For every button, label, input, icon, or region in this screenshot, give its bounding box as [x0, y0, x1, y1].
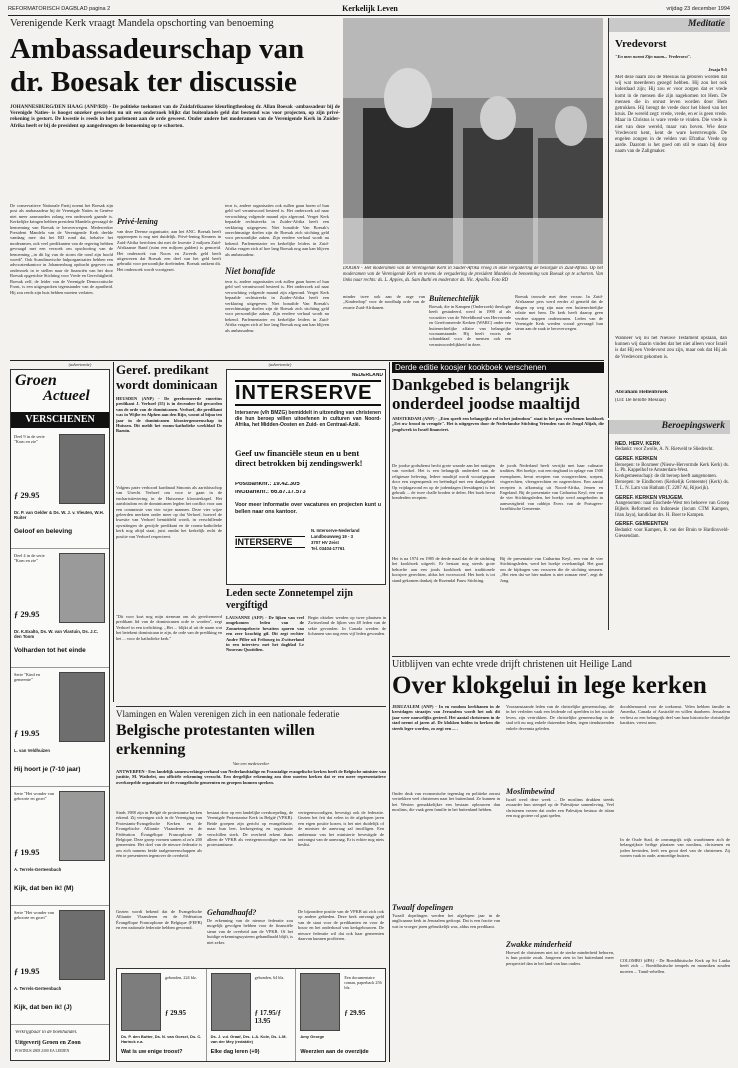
lead-col4: minder twee ook aan de orge van ,,Kinderdorp'' voor de noodhulp orde van de zwarte Zuid-Afrikanen.: [343, 294, 425, 310]
book-cover-icon: [59, 910, 105, 980]
meditatie-ref: Jesaja 9:5: [708, 67, 727, 72]
bottom-ad-format: gebonden, 64 blz.: [254, 975, 285, 980]
beroepingswerk-tab: Beroepingswerk: [609, 420, 730, 434]
groen-book-title: Kijk, dat ben ik! (M): [14, 885, 74, 892]
joods-col1b: Het is na 1974 en 1985 de derde maal dat de de stichting het kookboek uitgeeft. Er bestaat nog steeds grote behoefte aan een joods kookboek met traditionele koosjere gerechten, aldus het voorwoord. Het boek is tot stand gekomen dankzij de Rozendal Pauw Stichting.: [392, 556, 495, 583]
interserve-giro: Postbanknr.: 19.42.305: [235, 482, 300, 487]
lead-intro: JOHANNESBURG/DEN HAAG (ANP/RD) - De politieke toekomst van de Zuidafrikaanse kleurlingtheoloog dr. Allan Boesak -ambassadeur bij de Verenigde Naties- is hoogst onzeker geworden nu uit een onderzoek blijkt dat buitenlands geld dat bestemd was voor projecten, op zijn privé-rekening is gestort. De kwestie is reeds in het parlement aan de orde geweest. Onder andere het moderamen van de Verenigende Kerk in Zuider-Afrika heeft er bij de president op aangedrongen de benoeming op te schorten.: [10, 104, 340, 129]
interserve-addr1: N. Interserve-Nederland: [311, 528, 360, 533]
bottom-ad-authors: Amy George: [300, 1034, 325, 1039]
beroepingswerk-item: Beroepen: te Boxmeer (Nieuw-Hervormde Kerk Kerk) ds. L. Ph. Kappelhof te Amsterdam-West.: [615, 462, 729, 474]
joods-intro: AMSTERDAM (ANP) - ,,Eten speelt een belangrijke rol in het jodendom'' staat in het pas verschenen kookboek ,,Eet uw brood in vreugde''. Het is uitgegeven door de Nederlandse Stichting Vrienden van de Jeugd Alijah, die jeugdwerk in Israël financiert.: [392, 416, 604, 432]
lead-col2-sub: Privé-lening: [117, 217, 158, 226]
meditatie-sign: Abraham Hellenbroek: [615, 390, 668, 395]
beroepingswerk-group-title: GEREF. KERKEN: [615, 456, 658, 463]
lead-col4b-wrap: [429, 294, 511, 358]
groen-book-authors: Dr. P. van Gelder & Ds. W. J. v. Vleuten, W.H. Ruiter: [14, 510, 104, 520]
groen-book-authors: Dr. K.Exalto, Ds. W. van Vlastuin, Ds. J.C. den Toom: [14, 629, 99, 639]
bottom-ad-authors: Ds. J. v.d. Graaf, Drs. L.A. Kole, Ds. L.M. van der Mey (redaktie): [210, 1034, 287, 1044]
col-rule-1: [113, 362, 114, 702]
interserve-info: Voor meer informatie over vacatures en projecten kunt u bellen naar ons kantoor.: [235, 502, 381, 515]
groen-book-price: ƒ 29.95: [14, 609, 40, 619]
lead-col3-wrap: [225, 203, 329, 358]
jeruzalem-col1-sub: Twaalf dopelingen: [392, 903, 454, 912]
joods-kicker: Derde editie koosjer kookboek verschenen: [392, 362, 604, 373]
lead-col2-wrap: [117, 203, 221, 358]
joods-article: [392, 362, 604, 652]
groen-book-price: ƒ 29.95: [14, 490, 40, 500]
bottom-ad-authors: Ds. P. den Butter, Ds. N. van Gorsel, Ds. C. Harinck e.a.: [121, 1034, 202, 1044]
vlamingen-intro: ANTWERPEN - Een landelijk samenwerkingsverband van Nederlandstalige en Franstalige evangelische kerken heeft de Belgische minister van justitie, M. Wathelet, om officiële erkenning verzocht. Een dergelijke erkenning zou deze moeten kerken dat er een meer representatieve overkoepelde organisatie tot de evangelische gemeenten en groepen kunnen spreken.: [116, 769, 386, 785]
lead-photo: [343, 18, 603, 264]
book-cover-icon: [59, 672, 105, 742]
jeruzalem-col2-sub: Moslimbewind: [506, 787, 555, 796]
beroepingswerk-list: [615, 438, 729, 628]
groen-ad-tag: (advertentie): [68, 362, 92, 367]
groen-bottom: Verkrijgbaar in de boekhandel.: [15, 1030, 78, 1035]
groen-book-price: ƒ 19.95: [14, 966, 40, 976]
groen-book-price: ƒ 19.95: [14, 728, 40, 738]
interserve-addr4: Tel. 03404-17761: [311, 546, 345, 551]
interserve-addr2: Landbouwweg 19 - 3: [311, 534, 354, 539]
lead-kicker: Verenigende Kerk vraagt Mandela opschorting van benoeming: [10, 18, 274, 29]
lead-col3: tecn is, andere organisaties ook zullen gaan horen of hun geld wel verantwoord besteed is. Het onderzoek zal naar verwachting volgende maand zijn afgerond. Verget Kerk bepaalde rechtstreeks in Zuider-Afrika heeft een verklaring uitgegeven. Niet bonafide Van Boesak's onrechtmatige doelen zijn de Boesak zich stichting geld voor persoonlijke zaken. Zijn eerdere verhaal wordt nu bekend. Parlementarier en kerkelijke leiders in Zuid-Afrika vragen zich af hoe lang Boesak nog aan kan blijven als ambassadeur.: [225, 203, 329, 257]
interserve-logo: INTERSERVE: [235, 380, 381, 406]
groen-book[interactable]: [11, 430, 109, 549]
masthead-rule: [8, 15, 730, 16]
book-cover-icon: [59, 553, 105, 623]
joods-col2: de joods Nederland heeft verrijkt met haar culinaire tradities. Het boekje, wat een ringband in oplage van 1500 exemplaren, bevat recepten van voorgerechten, soepen, visgerechten, vleesgerechten en nagerechten. Een aantal recepten is afkomstig uit Noord-Afrika, Jemen en Engeland. Bij de presentatie van Catharina Keyl, een van de vier Stichtingsleden, het boekje werd aangeboden in aanwezigheid van rabbijn Evers van de Portugees-Israëlitische Gemeente.: [500, 463, 603, 512]
bottom-ad-book[interactable]: [207, 969, 297, 1061]
groen-book-series: Deel 9 in de serie "Kom en zie": [14, 434, 45, 445]
vlamingen-col2b: De erkenning van de nieuwe federatie zou mogelijk gevolgen hebben voor de financiële steun van de overheid aan de VPKB. Of het huidige erkenningssysteem gehandhaafd blijft, is niet zeker.: [207, 918, 293, 945]
book-cover-icon: [121, 973, 161, 1031]
interserve-ing: INGbanknr.: 66.87.17.573: [235, 490, 306, 495]
groen-logo: Groen Actueel: [15, 372, 90, 404]
bottom-ad-book[interactable]: [117, 969, 207, 1061]
bottom-ad-title: Wat is uw enige troost?: [121, 1049, 183, 1055]
jeruzalem-article: [392, 656, 730, 1062]
bottom-ad-price: ƒ 29.95: [165, 1009, 186, 1017]
lead-col3b: tecn is, andere organisaties ook zullen gaan horen of hun geld wel verantwoord besteed is. Het onderzoek zal naar verwachting volgende maand zijn afgerond. Verget Kerk bepaalde rechtstreeks in Zuider-Afrika heeft een verklaring uitgegeven. Niet bonafide Van Boesak's onrechtmatige doelen zijn de Boesak zich stichting geld voor persoonlijke zaken. Zijn eerdere verhaal wordt nu bekend. Parlementarier en kerkelijke leiders in Zuid-Afrika vragen zich af hoe lang Boesak nog aan kan blijven als ambassadeur.: [225, 279, 329, 333]
groen-banner: VERSCHENEN: [11, 412, 109, 428]
zonnetempel-body: LAUSANNE (AFP) - De lijken van veel omgekomen leden van de Zonnetempelsecte bevatten sporen van een zeer krachtig gif. Dit zegt rechter Andre Piller uit Fribourg in Zwitserland in een interview met het dagblad Le Nouveau Quotidien.: [226, 615, 304, 653]
beroepingswerk-item: Kerkgemeenschap): de dit beroep heeft aangenomen.: [615, 474, 718, 480]
meeting-photo-icon: [343, 18, 603, 264]
zonnetempel-article: [226, 588, 386, 700]
groen-book-price: ƒ 19.95: [14, 847, 40, 857]
bottom-ad-format: Een documentaire roman, paperback 256 blz.: [344, 975, 382, 990]
jeruzalem-headline: Over klokgelui in lege kerken: [392, 672, 707, 699]
meditatie-tab: Meditatie: [609, 18, 730, 32]
masthead-right: vrijdag 23 december 1994: [666, 6, 730, 12]
groen-book-series: Serie "Het wonder van geboorte en groei": [14, 910, 54, 921]
lead-col4-sub: Buitenechtelijk: [429, 294, 480, 303]
book-cover-icon: [211, 973, 251, 1031]
joods-headline: Dankgebed is belangrijk onderdeel joodse maaltijd: [392, 375, 580, 413]
groen-book[interactable]: [11, 787, 109, 906]
interserve-text: Interserve (v/h BMZG) bemiddelt in uitzending van christenen die hun beroep willen uitoefenen in culturen van Noord-Afrika, het Midden-Oosten en Zuid- en Centraal-Azië.: [235, 410, 381, 428]
bottom-ads: [116, 968, 386, 1062]
predikant-intro: HEUSDEN (ANP) - De gereformeerde emeritus predikant J. Verhoef (55) is in december lid geworden van de orde van de dominicanen. Verhoef, die predikant was in Wijhe en Alphen aan den Rijn, woont al bijna ten jaar in de dominicanen kloostergemeenschap in Huissen. Dit meldt het rooms-katholieke weekblad De Bazuin.: [116, 396, 222, 434]
vlamingen-col2: bestaat door op een landelijke overkoepeling, de Verenigde Protestantse Kerk in België (VPKB). Beide groepen zijn gericht op evangelisatie, maar hun leer, kerkregering en organisatie verschillen sterk. De overheid erkent thans alleen de VPKB als vertegenwoordiger van het protestantisme.: [207, 810, 293, 848]
vlamingen-col1: Sinds 1988 zijn in België de protestantse kerken erkend. Zij verenigen zich in de Vereniging van Protestants-Evangelische Kerken en de Evangelische Alliantie Vlaanderen en de Fédération Évangélique Francophone de Belgique. Deze groep vormen samen al zo'n 200 gemeenten. Het doel van de nieuwe federatie is om zich namens beide taalgemeenschappen als één te presenteren tegenover de overheid.: [116, 810, 202, 859]
book-cover-icon: [59, 791, 105, 861]
groen-book[interactable]: [11, 668, 109, 787]
section-rule: [10, 360, 604, 361]
beroepingswerk-group-title: NED. HERV. KERK: [615, 441, 661, 447]
bottom-ad-price: ƒ 29.95: [344, 1009, 366, 1017]
beroepingswerk-box: [608, 420, 730, 630]
jeruzalem-col2c: Hoewel de christenen niet tot de sterke minderheid behoren, is hun positie zwak. Jongeren zien in het buitenland meer perspectief dan in het land van hun ouders.: [506, 950, 614, 966]
predikant-kicker2: wordt dominicaan: [116, 377, 218, 392]
groen-book-title: Hij hoort je (7-10 jaar): [14, 766, 81, 773]
vlamingen-kicker: Vlamingen en Walen verenigen zich in een nationale federatie: [116, 706, 386, 720]
groen-book[interactable]: [11, 549, 109, 668]
predikant-body: Volgens pater verhoord kardinaal Simonis als aartsbisschop van Utrecht Verhoef om voor te gaan in de eucharistieviering in de Huissense kloosterkapel. Het aartsbisdom en de dominicanen legden het conflict voor aan een commissie van vier wijze mannen. Deze vier wijze geleerden merkten onder meer op dat Verhoef, hoewel de kwestie van Verhoef bemiddeld wordt, in verschillende opvattingen de gewijde predikant en de rooms-katholieke kerk nog altijd staat, juist omdat het kerkelijk recht de positie van Verhoef respecteert.: [116, 485, 222, 539]
interserve-addr3: 3707 HV Zeist: [311, 540, 339, 545]
interserve-ad: [226, 369, 386, 585]
beroepingswerk-group-title: GEREF. KERKEN VRIJGEM.: [615, 494, 684, 501]
jeruzalem-col3: doodsbenauwd voor de toekomst. Velen hebben familie in Amerika, Canada of Australië en willen daarheen. Jeruzalem verliest zo een belangrijk deel van haar historische christelijke karakter, vreest men.: [620, 704, 730, 726]
jeruzalem-col2b: Israël werd deze week ... De moslims drukken steeds zwaarder hun stempel op de Palestijnse samenleving. Veel christenen vrezen dat onder een Palestijns bestuur de islam een nog grotere rol gaat spelen.: [506, 797, 614, 819]
lead-col3-sub: Niet bonafide: [225, 266, 276, 276]
beroepingswerk-item: Beroepen: te Eindhoven (Kerkelijk Gemeente) (Kerk) ds. T. L. N. Lam van Hatham (T. 2287 Al, Rijswijk).: [615, 480, 729, 491]
lead-photo-caption: DOORN - Het moderamen van de Verenigende Kerk in Suider-Afrika vroeg in onze vergadering de bezorgde in Zuid-Afrika. Op het moderamen van de Verenigende Kerk en tevens de vergadering de president Mandela de benoeming van Boesak op te schorten. Van links naar rechts: ds. L. Appies, ds. Sam Buthi en moderator ds. Nic. Apollis. Foto RD: [343, 266, 603, 283]
lead-headline: Ambassadeurschap van dr. Boesak ter discussie: [10, 33, 305, 98]
predikant-quote: "Dit voor kort nog mijn stemvan om als gereformeerd predikant lid van de dominicanen orde te worden", zegt Verhoef in een toelichting. ,,Het ... blijkt al uit de naam wat het betekent dominicaan te zijn, de orde van de prediking en het ... voor de katholieke kerk.": [116, 614, 222, 641]
vlamingen-byline: Van een medewerker: [232, 761, 270, 766]
groen-book-series: Serie "Het wonder van geboorte en groei": [14, 791, 54, 802]
vlamingen-col1b: Gezien wordt bekend dat de Evangelische Alliantie Vlaanderen en de Fédération Évangélique Francophone de Belgique (FEFB) en een nationale federatie hebben gevormd.: [116, 909, 202, 931]
interserve-corner: NEDERLAND: [351, 373, 383, 378]
bottom-ad-title: Weerzien aan de overzijde: [300, 1049, 369, 1055]
jeruzalem-intro: JERUZALEM (ANP) - In en rondom kerkhanen in de kerstdagen straatjes van Jeruzalem wordt het ook dit jaar weer nauwelijks gevierd. Het aantal christenen in de stad neemt al jaren af. De klokken luiden in kerken die steeds leger worden, zo zegt een ... .: [392, 704, 500, 731]
vlamingen-col3b: De bijzondere positie van de VPKB uit zich ook op andere gebieden. Deze kerk ontvangt geld van de staat voor de predikanten en voor de bouw en het onderhoud van kerkgebouwen. De nieuwe federatie wil dat ook haar gemeenten daarvan kunnen profiteren.: [298, 909, 384, 942]
jeruzalem-col3b: In de Oude Stad, de omvangrijk wijk waarbinnen zich de belangrijkste heilige plaatsen van moslims, christenen en joden bevinden, leeft een groot deel van de christenen. Zij wonen vaak in oude, armoedige huizen.: [620, 837, 730, 859]
groen-book-title: Kijk, dat ben ik! (J): [14, 1004, 72, 1011]
groen-book-authors: A. Terrels-Gerteenbach: [14, 867, 62, 872]
groen-book-series: Deel 4 in de serie "Kom en zie": [14, 553, 45, 564]
groen-book-authors: L. van Veldhuizen: [14, 748, 51, 753]
lead-col1: De conservatieve Nationale Partij noemt het Boesak zijn post als ambassadeur bij de Verenigde Naties in Genève niet meer aanvaarden zolang een onderzoek gaande is. Kerkelijke kringen hebben president Mandela gevraagd de benoeming van Boesak te heroverwegen. Medewerker President Mandela van de Verenigende Kerk deelde vandaag mee dat het RD rond dat, behalve het moderamen, ook veel predikanten van de regering hebben gevraagd met een verzoek om opschorting van de benoeming ,,in dit lig van de storm die rond zijn hoofd woedt''. Ook Scandinavische hulporganisaties hebben een advocatenkantoor in Johannesburg opdracht gegeven om onderzoek in te stellen naar de financiën van het door Boesak opgerichte Stichting voor Vrede en Gerechtigheid. Boesak zelf, de leider van de Verenigde Democratische Front, is een uitgesproken tegenstander van de apartheid. Hij zou reeds zijn huis hebben moeten verlaten.: [10, 203, 113, 295]
groen-book-authors: A. Terrels-Gerteenbach: [14, 986, 62, 991]
jeruzalem-colombo: COLOMBO (dPA) - De Boeddhistische Kerk op Sri Lanka heeft zich ... Boeddhistische tempels en monniken zouden moeten ... Tamil-rebellen.: [620, 958, 730, 974]
meditatie-sign2: (Uit: De belofte Messias): [615, 398, 666, 403]
beroepingswerk-item: Bedankt: voor Kampen, R. van der Bruin te Hardinxveld-Giessendam.: [615, 527, 729, 539]
beroepingswerk-item: Aangenomen: naar Enschede-West ten behoeve van Groep Bijbels Reformed en Indonesie (locum CTM Kampen, Irian Jaya), kandidaat drs. H. Boer te Kampen.: [615, 501, 729, 518]
bottom-ad-book[interactable]: [296, 969, 385, 1061]
bottom-ad-format: gebonden, 224 blz.: [165, 975, 197, 980]
masthead-center: Kerkelijk Leven: [342, 4, 398, 13]
bottom-ad-title: Elke dag leren (+9): [210, 1049, 260, 1055]
jeruzalem-col2: Vooraanstaande leden van de christelijke gemeenschap, die in het verleden vaak een leidende rol speelden in het sociale leven, zijn vertrokken. De christelijke gemeenschap in de stad telt nu nog enkele duizenden leden, tegen tienduizenden enkele decennia geleden.: [506, 704, 614, 731]
vlamingen-col2-sub: Gehandhaafd?: [207, 908, 257, 917]
jeruzalem-col1b: Onder druk van economische tegenslag en politieke onrust vertrekken veel christenen naar het buitenland. Ze kunnen in het Westen gemakkelijker een bestaan opbouwen dan moslims, die vaak geen familie in het buitenland hebben.: [392, 791, 500, 813]
beroepingswerk-group-title: GEREF. GEMEENTEN: [615, 521, 669, 528]
groen-publisher: Uitgeverij Groen en Zoon: [15, 1040, 81, 1046]
predikant-kicker: Geref. predikant: [116, 362, 209, 377]
jeruzalem-col1c: Twaalf dopelingen werden het afgelopen jaar in de anglicaanse kerk in Jeruzalem gedoopt. Dat is een fractie van wat in vroeger jaren gebruikelijk was, aldus een predikant.: [392, 913, 500, 929]
bottom-ad-price: ƒ 17.95/ƒ 13.95: [254, 1009, 282, 1025]
interserve-ad-tag: (advertentie): [268, 362, 292, 367]
book-cover-icon: [59, 434, 105, 504]
groen-book-title: Volharden tot het einde: [14, 647, 86, 654]
beroepingswerk-item: Bedankt: voor Zwolle, A. N. Rietveld te Sliedrecht.: [615, 447, 714, 453]
groen-book-title: Geloof en beleving: [14, 528, 73, 535]
zonnetempel-body2: Begin oktober werden op twee plaatsen in Zwitserland de lijken van 48 leden van de sekte gevonden. In Canada werden de lichamen van nog eens vijf leden gevonden.: [308, 615, 386, 637]
predikant-article: [116, 362, 222, 702]
lead-col4b: Boesak, die in Kampen (Onderzoek) theologie heeft gestudeerd, werd in 1990 al als voorzitter van de Wereldbond van Hervormde en Gereformeerde Kerken (WARC) onder een buitenechtelijke affaire van belangrijke vooraanstaande. Hij heeft voorts de schanddaad voor de mensen ook een verantwoordelijkheid in deze.: [429, 304, 511, 347]
meditatie-author-lead: Wanneer wij nu het Nieuwe Testament opslaan, dan kunnen wij daarin vinden dat het niet alleen voor Israël is dat Hij een Vredevorst zou zijn, maar ook dat Hij als de Vredevorst gekomen is.: [615, 336, 727, 360]
lead-col5: Boesak trouwde met deze vrouw. In Zuid-Afrikaanse pers werd eerder al gemeld dat de dingen op weg zijn naar een buitenechtelijke relatie met hem. De kerk heeft daarop geen verdere stappen ondernomen. Leden van de Verenigde Kerk werden vooral gevraagd hun steun aan de zaak te heroverwegen.: [515, 294, 603, 332]
groen-ad: [10, 369, 110, 1061]
meditatie-quote: "En men noemt Zijn naam... Vredevorst".: [615, 54, 692, 59]
vlamingen-headline: Belgische protestanten willen erkenning: [116, 722, 315, 758]
col-rule-2: [389, 362, 390, 1062]
interserve-cta: Geef uw financiële steun en u bent direct betrokken bij zendingswerk!: [235, 448, 363, 468]
groen-book-series: Serie "Kind en gemeente": [14, 672, 40, 683]
joods-col2b: Bij de presentatie van Catharina Keyl, een van de vier Stichtingsleden, werd het boekje overhandigd. Het gaat om de bijdragen van vrouwen die de stichting steunen. ,,Het eten dat we hier maken is niet zomaar eten'', zegt de Jong.: [500, 556, 603, 583]
jeruzalem-col2-sub2: Zwakke minderheid: [506, 940, 572, 949]
meditatie-title: Vredevorst: [615, 38, 667, 50]
groen-book[interactable]: [11, 906, 109, 1025]
masthead-left: REFORMATORISCH DAGBLAD pagina 2: [8, 6, 111, 12]
lead-col2: van deze Deense organisatie, aan het ANC. Boesak heeft opgeroepen is nog niet duidelijk. Privé-lening Kenners in Zuid-Afrika berichten dat met de kwestie 2 miljoen Zuid-Afrikaanse Rand (ruim een miljoen gulden) is gemoeid. Het onderzoek van Noors en Zweeds geld heeft uitgewezen dat Boesak een deel van het geld heeft gebruikt voor persoonlijke doeleinden. Boesak ontkent dit. Het onderzoek wordt voortgezet.: [117, 229, 221, 272]
jeruzalem-kicker: Uitblijven van echte vrede drijft christenen uit Heilige Land: [392, 656, 730, 671]
book-cover-icon: [300, 973, 340, 1031]
interserve-logo-small: INTERSERVE: [235, 536, 305, 548]
meditatie-box: [608, 18, 730, 418]
vlamingen-article: [116, 706, 386, 966]
joods-col1: De joodse godsdienst hecht grote waarde aan het nuttigen van voedsel. Het is een belangrijk onderdeel van de religieuze beleving. Iedere maaltijd wordt voorafgegaan door een zegenspreuk en beëindigd met een dankgebed. Op vrijdagavond en op de jodendagen (feestdagen) is het gebruik ... de twee challe broden te delen. Het boek bevat honderden recepten.: [392, 463, 495, 501]
groen-addr: POSTBUS 2808 2300 EA LEIDEN: [15, 1049, 70, 1053]
meditatie-body: Met deze naam zou de Messias na geboren worden dat wij wat meerderen gezegd hebben. Hij zou het ook inderdaad zijn; Hij zou er voor zorgen dat er vrede komt in de mensen die zijn nagekomen tot Hem. De mensen die in onrust leven worden door Hem getrokken. Hij brengt de vrede door het bloed van het kruis. De wereld zegt: vrede, vrede, en er is geen vrede. Maar in Christus is ware vrede te vinden. Die vrede is niet van deze wereld, maar van boven. Wie deze Vredevorst kent, kent de ware kerstvreugde. De engelen zongen in de velden van Efratha: Vrede op aarde. Daarom is het goed om stil te staan bij deze naam van de Zaligmaker.: [615, 75, 727, 155]
groen-books: [11, 430, 109, 1028]
vlamingen-col3: vertegenwoordigen, bevestigt ook de federatie. Gezien het feit dat velen in de afgelopen jaren een eigen positie kozen, is het niet duidelijk of de minister de aanvraag zal inwilligen. Een ambtenaar van het ministerie bevestigde de ontvangst van de aanvraag. Er is echter nog niets beslist.: [298, 810, 384, 848]
zonnetempel-headline: Leden secte Zonnetempel zijn vergiftigd: [226, 588, 353, 611]
